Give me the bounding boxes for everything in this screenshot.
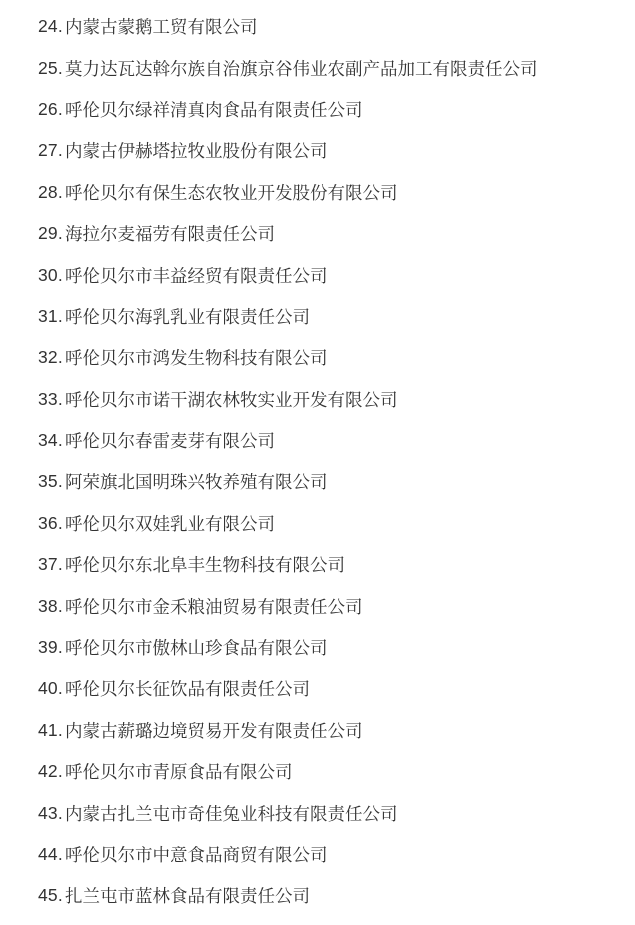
list-item [38,172,615,213]
list-item [38,420,615,461]
list-item [38,379,615,420]
item-number: 43. [38,802,63,823]
item-name: 内蒙古蒙鹅工贸有限公司 [65,17,258,38]
item-number: 39. [38,637,63,658]
item-number: 29. [38,223,63,244]
list-item [38,213,615,254]
list-item [38,585,615,626]
item-number: 24. [38,16,63,37]
list-item [38,130,615,171]
list-item [38,792,615,833]
item-name: 呼伦贝尔市鸿发生物科技有限公司 [65,348,328,369]
item-number: 31. [38,305,63,326]
item-name: 呼伦贝尔东北阜丰生物科技有限公司 [65,555,345,576]
item-number: 40. [38,678,63,699]
item-name: 呼伦贝尔双娃乳业有限公司 [65,513,275,534]
list-item [38,337,615,378]
item-name: 莫力达瓦达斡尔族自治旗京谷伟业农副产品加工有限责任公司 [65,58,538,79]
list-item [38,89,615,130]
item-name: 海拉尔麦福劳有限责任公司 [65,224,275,245]
list-item [38,544,615,585]
item-number: 37. [38,554,63,575]
item-name: 呼伦贝尔市傲林山珍食品有限公司 [65,638,328,659]
item-number: 42. [38,761,63,782]
item-number: 33. [38,388,63,409]
item-name: 扎兰屯市蓝林食品有限责任公司 [65,886,310,907]
list-item [38,296,615,337]
item-number: 28. [38,181,63,202]
item-number: 25. [38,57,63,78]
item-name: 内蒙古扎兰屯市奇佳兔业科技有限责任公司 [65,803,398,824]
list-item [38,875,615,916]
list-item [38,751,615,792]
item-number: 35. [38,471,63,492]
item-name: 呼伦贝尔市丰益经贸有限责任公司 [65,265,328,286]
item-number: 36. [38,512,63,533]
item-name: 呼伦贝尔春雷麦芽有限公司 [65,431,275,452]
list-item [38,834,615,875]
item-name: 呼伦贝尔有保生态农牧业开发股份有限公司 [65,182,398,203]
item-name: 呼伦贝尔市诺干湖农林牧实业开发有限公司 [65,389,398,410]
item-number: 45. [38,885,63,906]
item-number: 34. [38,430,63,451]
item-number: 38. [38,595,63,616]
item-number: 26. [38,98,63,119]
item-number: 27. [38,140,63,161]
item-name: 阿荣旗北国明珠兴牧养殖有限公司 [65,472,328,493]
item-name: 呼伦贝尔海乳乳业有限责任公司 [65,306,310,327]
item-number: 30. [38,264,63,285]
item-name: 呼伦贝尔市青原食品有限公司 [65,762,293,783]
list-item [38,461,615,502]
item-name: 呼伦贝尔市金禾粮油贸易有限责任公司 [65,596,363,617]
list-item [38,503,615,544]
item-name: 呼伦贝尔绿祥清真肉食品有限责任公司 [65,99,363,120]
list-item [38,627,615,668]
item-name: 呼伦贝尔市中意食品商贸有限公司 [65,845,328,865]
list-item [38,254,615,295]
item-number: 32. [38,347,63,368]
list-item [38,47,615,88]
list-item [38,6,615,47]
item-name: 内蒙古伊赫塔拉牧业股份有限公司 [65,141,328,162]
item-number: 41. [38,719,63,740]
item-name: 内蒙古薪璐边境贸易开发有限责任公司 [65,720,363,741]
list-item [38,710,615,751]
item-number: 44. [38,844,63,864]
item-name: 呼伦贝尔长征饮品有限责任公司 [65,679,310,700]
list-item [38,668,615,709]
